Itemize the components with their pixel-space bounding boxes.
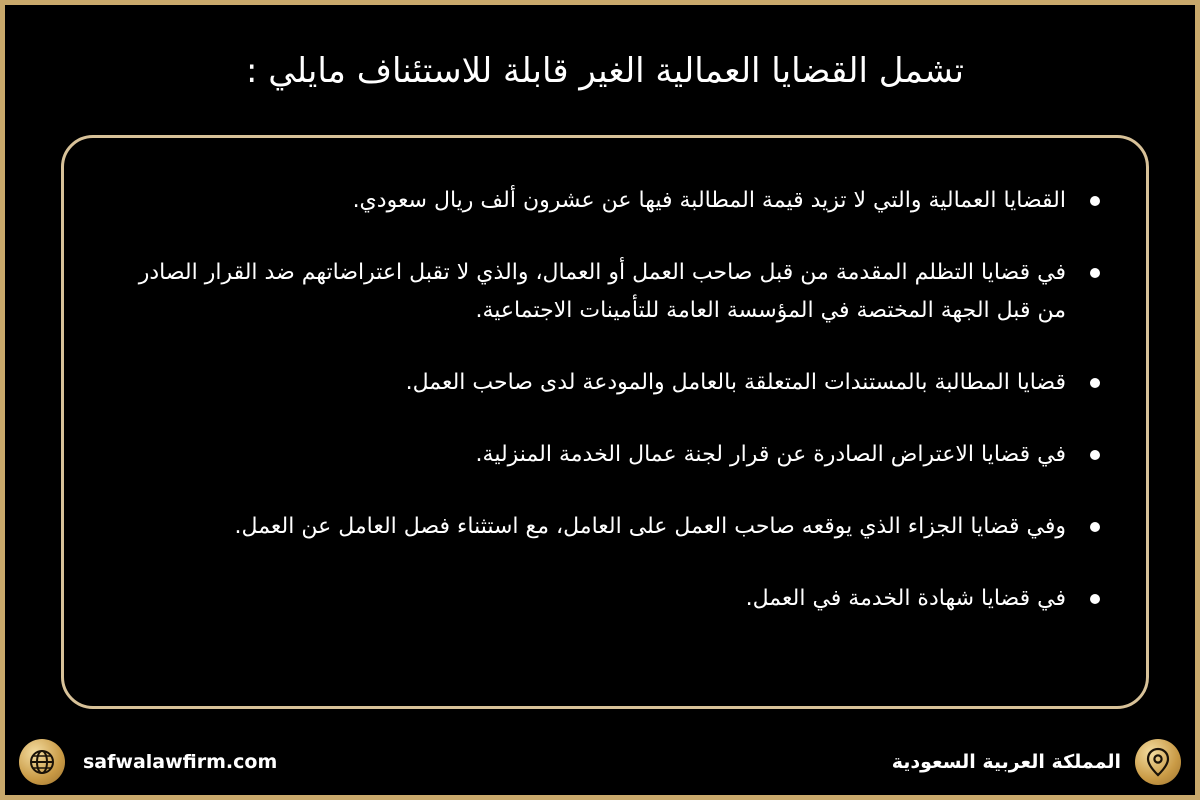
location-pin-icon — [1135, 739, 1181, 785]
globe-icon — [19, 739, 65, 785]
bullet-icon — [1090, 268, 1100, 278]
list-item — [104, 254, 1104, 330]
bullet-icon — [1090, 378, 1100, 388]
list-item-text: في قضايا الاعتراض الصادرة عن قرار لجنة عمال الخدمة المنزلية. — [475, 442, 1066, 467]
list-item — [104, 364, 1104, 402]
list-item — [104, 182, 1104, 220]
page-title: تشمل القضايا العمالية الغير قابلة للاستئناف مايلي : — [246, 51, 964, 91]
list-item — [104, 436, 1104, 474]
list-item — [104, 508, 1104, 546]
items-list — [104, 182, 1104, 652]
content-card — [61, 135, 1149, 709]
list-item-text: في قضايا شهادة الخدمة في العمل. — [745, 586, 1066, 611]
list-item-text: في قضايا التظلم المقدمة من قبل صاحب العمل أو العمال، والذي لا تقبل اعتراضاتهم ضد القرار الصادر من قبل الجهة المختصة في المؤسسة العامة للتأمينات الاجتماعية. — [138, 260, 1066, 323]
list-item-text: وفي قضايا الجزاء الذي يوقعه صاحب العمل على العامل، مع استثناء فصل العامل عن العمل. — [234, 514, 1066, 539]
list-item — [104, 580, 1104, 618]
location-text: المملكة العربية السعودية — [891, 751, 1121, 773]
list-item-text: القضايا العمالية والتي لا تزيد قيمة المطالبة فيها عن عشرون ألف ريال سعودي. — [352, 188, 1066, 213]
footer-website[interactable] — [19, 739, 277, 785]
bullet-icon — [1090, 196, 1100, 206]
bullet-icon — [1090, 450, 1100, 460]
footer-location — [892, 739, 1181, 785]
bullet-icon — [1090, 594, 1100, 604]
bullet-icon — [1090, 522, 1100, 532]
website-link[interactable]: safwalawfirm.com — [83, 751, 278, 773]
list-item-text: قضايا المطالبة بالمستندات المتعلقة بالعامل والمودعة لدى صاحب العمل. — [405, 370, 1066, 395]
